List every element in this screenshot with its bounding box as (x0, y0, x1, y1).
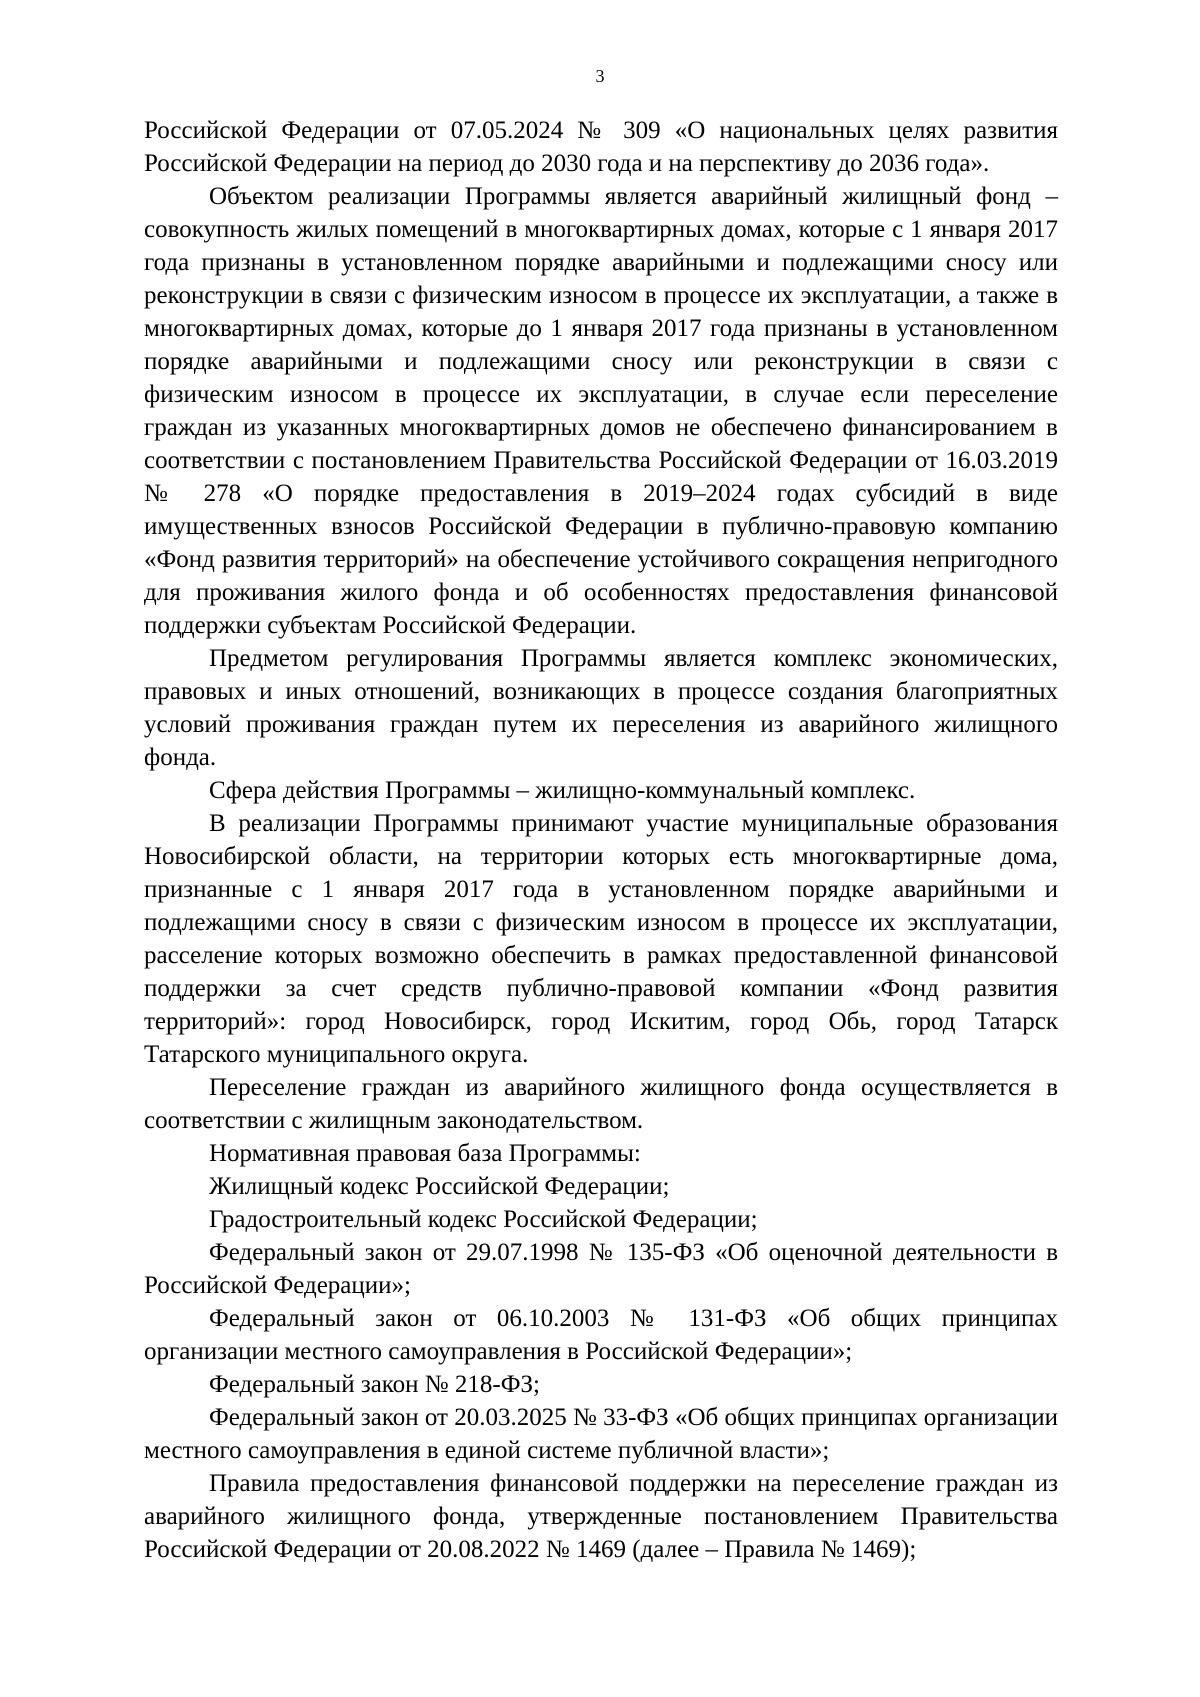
list-item-law-131: Федеральный закон от 06.10.2003 № 131-ФЗ «Об общих принципах организации местного самоуправления в Российской Федерации»; (144, 1305, 1058, 1365)
paragraph-resettlement: Переселение граждан из аварийного жилищного фонда осуществляется в соответствии с жилищным законодательством. (144, 1074, 1058, 1134)
list-item-urban-planning-code: Градостроительный кодекс Российской Федерации; (209, 1206, 758, 1233)
list-item-rules-1469: Правила предоставления финансовой поддержки на переселение граждан из аварийного жилищного фонда, утвержденные постановлением Правительства Российской Федерации от 20.08.2022 № 1469 (далее – Правила № 1469); (144, 1470, 1058, 1563)
document-body (144, 114, 1058, 1566)
paragraph-legal-basis-heading: Нормативная правовая база Программы: (209, 1140, 641, 1167)
paragraph-participants: В реализации Программы принимают участие муниципальные образования Новосибирской области, на территории которых есть многоквартирные дома, признанные с 1 января 2017 года в установленном порядке аварийными и подлежащими сносу в связи с физическим износом в процессе их эксплуатации, расселение которых возможно обеспечить в рамках предоставленной финансовой поддержки за счет средств публично-правовой компании «Фонд развития территорий»: город Новосибирск, город Искитим, город Обь, город Татарск Татарского муниципального округа. (144, 810, 1058, 1068)
list-item-housing-code: Жилищный кодекс Российской Федерации; (209, 1173, 670, 1200)
page-number: 3 (595, 66, 605, 86)
paragraph-scope: Сфера действия Программы – жилищно-коммунальный комплекс. (209, 777, 916, 804)
list-item-law-135: Федеральный закон от 29.07.1998 № 135-ФЗ «Об оценочной деятельности в Российской Федерации»; (144, 1239, 1058, 1299)
paragraph-program-object: Объектом реализации Программы является аварийный жилищный фонд – совокупность жилых помещений в многоквартирных домах, которые с 1 января 2017 года признаны в установленном порядке аварийными и подлежащими сносу или реконструкции в связи с физическим износом в процессе их эксплуатации, а также в многоквартирных домах, которые до 1 января 2017 года признаны в установленном порядке аварийными и подлежащими сносу или реконструкции в связи с физическим износом в процессе их эксплуатации, в случае если переселение граждан из указанных многоквартирных домов не обеспечено финансированием в соответствии с постановлением Правительства Российской Федерации от 16.03.2019 № 278 «О порядке предоставления в 2019–2024 годах субсидий в виде имущественных взносов Российской Федерации в публично-правовую компанию «Фонд развития территорий» на обеспечение устойчивого сокращения непригодного для проживания жилого фонда и об особенностях предоставления финансовой поддержки субъектам Российской Федерации. (144, 183, 1058, 639)
list-item-law-218: Федеральный закон № 218-ФЗ; (209, 1371, 540, 1398)
paragraph-continuation: Российской Федерации от 07.05.2024 № 309 «О национальных целях развития Российской Федерации на период до 2030 года и на перспективу до 2036 года». (144, 117, 1058, 177)
paragraph-regulation-subject: Предметом регулирования Программы является комплекс экономических, правовых и иных отношений, возникающих в процессе создания благоприятных условий проживания граждан путем их переселения из аварийного жилищного фонда. (144, 645, 1058, 771)
list-item-law-33: Федеральный закон от 20.03.2025 № 33-ФЗ «Об общих принципах организации местного самоуправления в единой системе публичной власти»; (144, 1404, 1058, 1464)
